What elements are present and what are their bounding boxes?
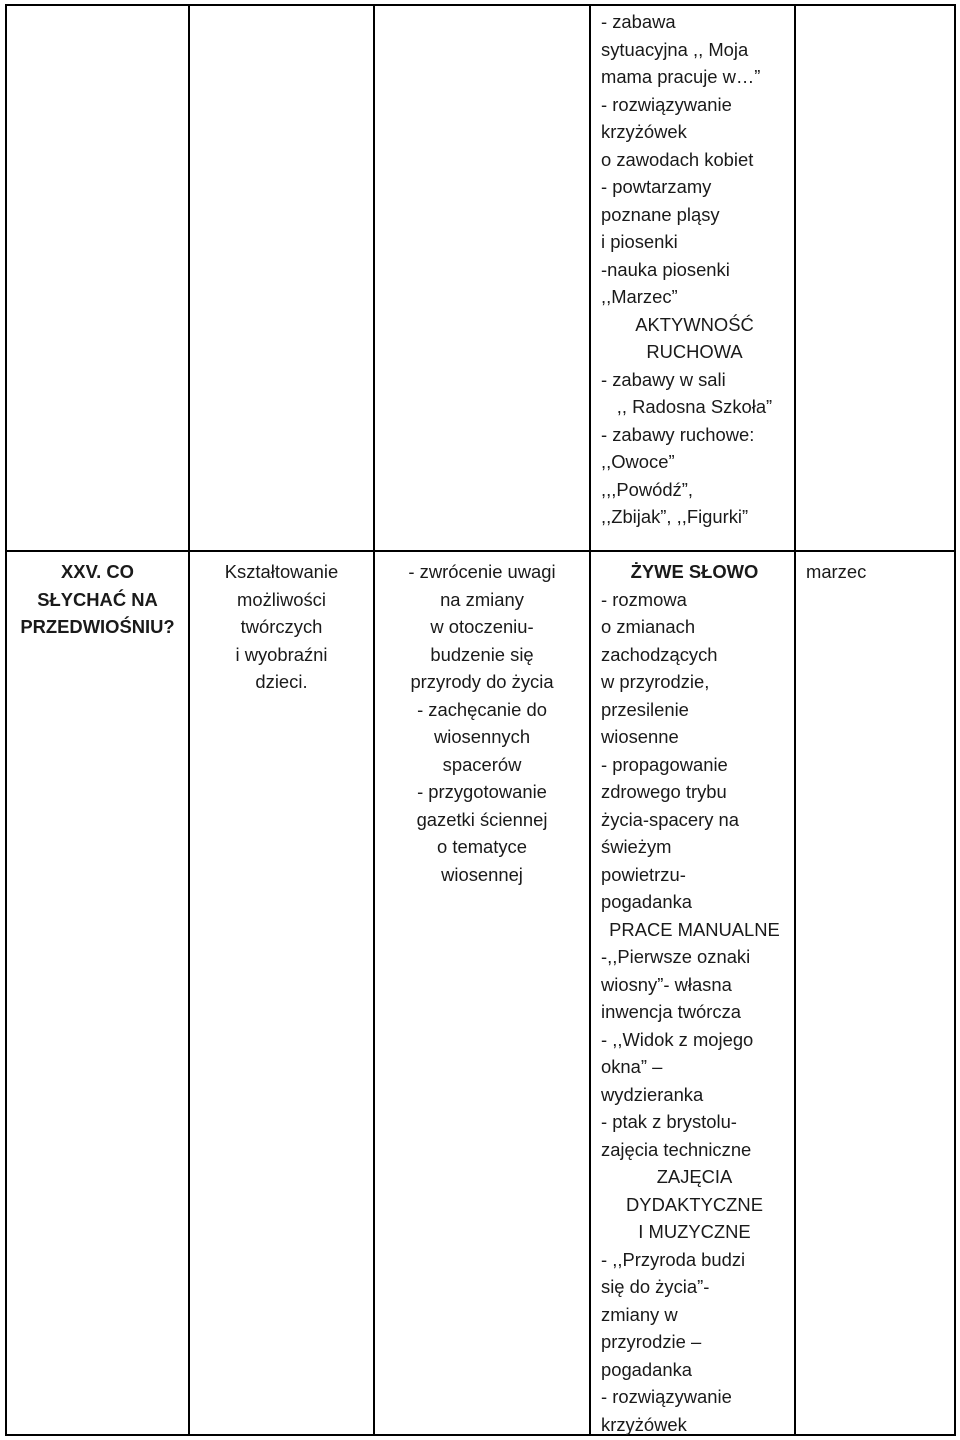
task-line: budzenie się <box>430 643 534 665</box>
task-line: przyrody do życia <box>410 671 554 692</box>
task-line: o tematyce <box>437 836 527 857</box>
goal-line: dzieci. <box>255 671 308 692</box>
activity-line: zdrowego trybu <box>601 781 727 802</box>
activity-line: poznane pląsy <box>601 203 720 225</box>
task-line: w otoczeniu- <box>430 616 534 637</box>
goal-line: twórczych <box>240 616 323 637</box>
activity-line: - ,,Widok z mojego <box>601 1028 754 1050</box>
month-cell <box>806 554 952 586</box>
task-line: - zachęcanie do <box>417 698 547 720</box>
activity-line: sytuacyjna ,, Moja <box>601 38 749 60</box>
activity-line: zachodzących <box>601 643 718 665</box>
activity-line: DYDAKTYCZNE <box>626 1193 763 1215</box>
activity-line: I MUZYCZNE <box>638 1221 751 1242</box>
topic-title-line: SŁYCHAĆ NA <box>37 588 158 610</box>
activity-line: - rozmowa <box>601 588 687 610</box>
table-border-bottom <box>5 1434 956 1436</box>
activity-line: przesilenie <box>601 698 689 720</box>
task-line: spacerów <box>442 753 522 775</box>
activity-line: - powtarzamy <box>601 176 712 197</box>
activity-line: - zabawy w sali <box>601 368 726 390</box>
column-divider-2 <box>373 4 375 1436</box>
top-row-activities-cell <box>601 4 788 531</box>
activity-line: się do życia”- <box>601 1276 710 1297</box>
activity-line: - zabawa <box>601 11 676 32</box>
activity-line: - rozwiązywanie <box>601 1386 732 1407</box>
task-line: na zmiany <box>440 588 524 610</box>
task-line: wiosennych <box>433 726 531 747</box>
activity-line: powietrzu- <box>601 863 686 885</box>
activity-line: zajęcia techniczne <box>601 1138 752 1160</box>
activity-line: okna” – <box>601 1056 663 1077</box>
activity-line: o zawodach kobiet <box>601 148 754 170</box>
activity-line: świeżym <box>601 836 672 857</box>
activity-line: przyrodzie – <box>601 1331 702 1352</box>
activities-cell <box>601 554 788 1438</box>
goal-line: Kształtowanie <box>224 561 339 582</box>
topic-title-line: XXV. CO <box>61 561 134 582</box>
activity-line: i piosenki <box>601 231 678 252</box>
activity-line: wiosenne <box>601 726 679 747</box>
activity-line: ,,Marzec” <box>601 286 678 307</box>
topic-title-line: PRZEDWIOŚNIU? <box>20 616 175 637</box>
column-divider-3 <box>589 4 591 1436</box>
activity-line: zmiany w <box>601 1303 678 1325</box>
activity-line: w przyrodzie, <box>601 671 710 692</box>
tasks-cell <box>377 554 587 888</box>
activity-line: ŻYWE SŁOWO <box>630 561 759 582</box>
activity-line: ,,,Powódź”, <box>601 478 693 500</box>
activity-line: ,, Radosna Szkoła” <box>616 396 773 417</box>
activity-line: krzyżówek <box>601 121 687 142</box>
activity-line: mama pracuje w…” <box>601 66 761 87</box>
column-divider-4 <box>794 4 796 1436</box>
activity-line: ,,Owoce” <box>601 451 675 472</box>
activity-line: -,,Pierwsze oznaki <box>601 946 751 967</box>
activity-line: krzyżówek <box>601 1413 687 1435</box>
goal-line: możliwości <box>237 588 326 610</box>
activity-line: PRACE MANUALNE <box>609 918 780 940</box>
activity-line: RUCHOWA <box>646 341 743 362</box>
topic-title-cell <box>9 554 186 641</box>
activity-line: o zmianach <box>601 616 696 637</box>
activity-line: AKTYWNOŚĆ <box>635 313 754 335</box>
activity-line: - zabawy ruchowe: <box>601 423 755 445</box>
month-line: marzec <box>806 561 867 582</box>
task-line: wiosennej <box>441 863 523 885</box>
column-divider-1 <box>188 4 190 1436</box>
task-line: gazetki ściennej <box>416 808 548 830</box>
row-divider <box>5 550 956 552</box>
activity-line: - ,,Przyroda budzi <box>601 1248 746 1270</box>
activity-line: ,,Zbijak”, ,,Figurki” <box>601 506 749 527</box>
activity-line: wydzieranka <box>601 1083 704 1105</box>
task-line: - zwrócenie uwagi <box>408 561 556 582</box>
activity-line: ZAJĘCIA <box>656 1166 733 1187</box>
activity-line: inwencja twórcza <box>601 1001 742 1022</box>
activity-line: pogadanka <box>601 891 693 912</box>
activity-line: życia-spacery na <box>601 808 739 830</box>
task-line: - przygotowanie <box>417 781 547 802</box>
table-border-left <box>5 4 7 1436</box>
goal-cell <box>192 554 371 696</box>
activity-line: pogadanka <box>601 1358 693 1380</box>
activity-line: - propagowanie <box>601 753 728 775</box>
activity-line: wiosny”- własna <box>601 973 732 995</box>
activity-line: - ptak z brystolu- <box>601 1111 737 1132</box>
activity-line: -nauka piosenki <box>601 258 730 280</box>
table-border-top <box>5 4 956 6</box>
goal-line: i wyobraźni <box>235 643 328 665</box>
activity-line: - rozwiązywanie <box>601 93 732 115</box>
table-border-right <box>954 4 956 1436</box>
